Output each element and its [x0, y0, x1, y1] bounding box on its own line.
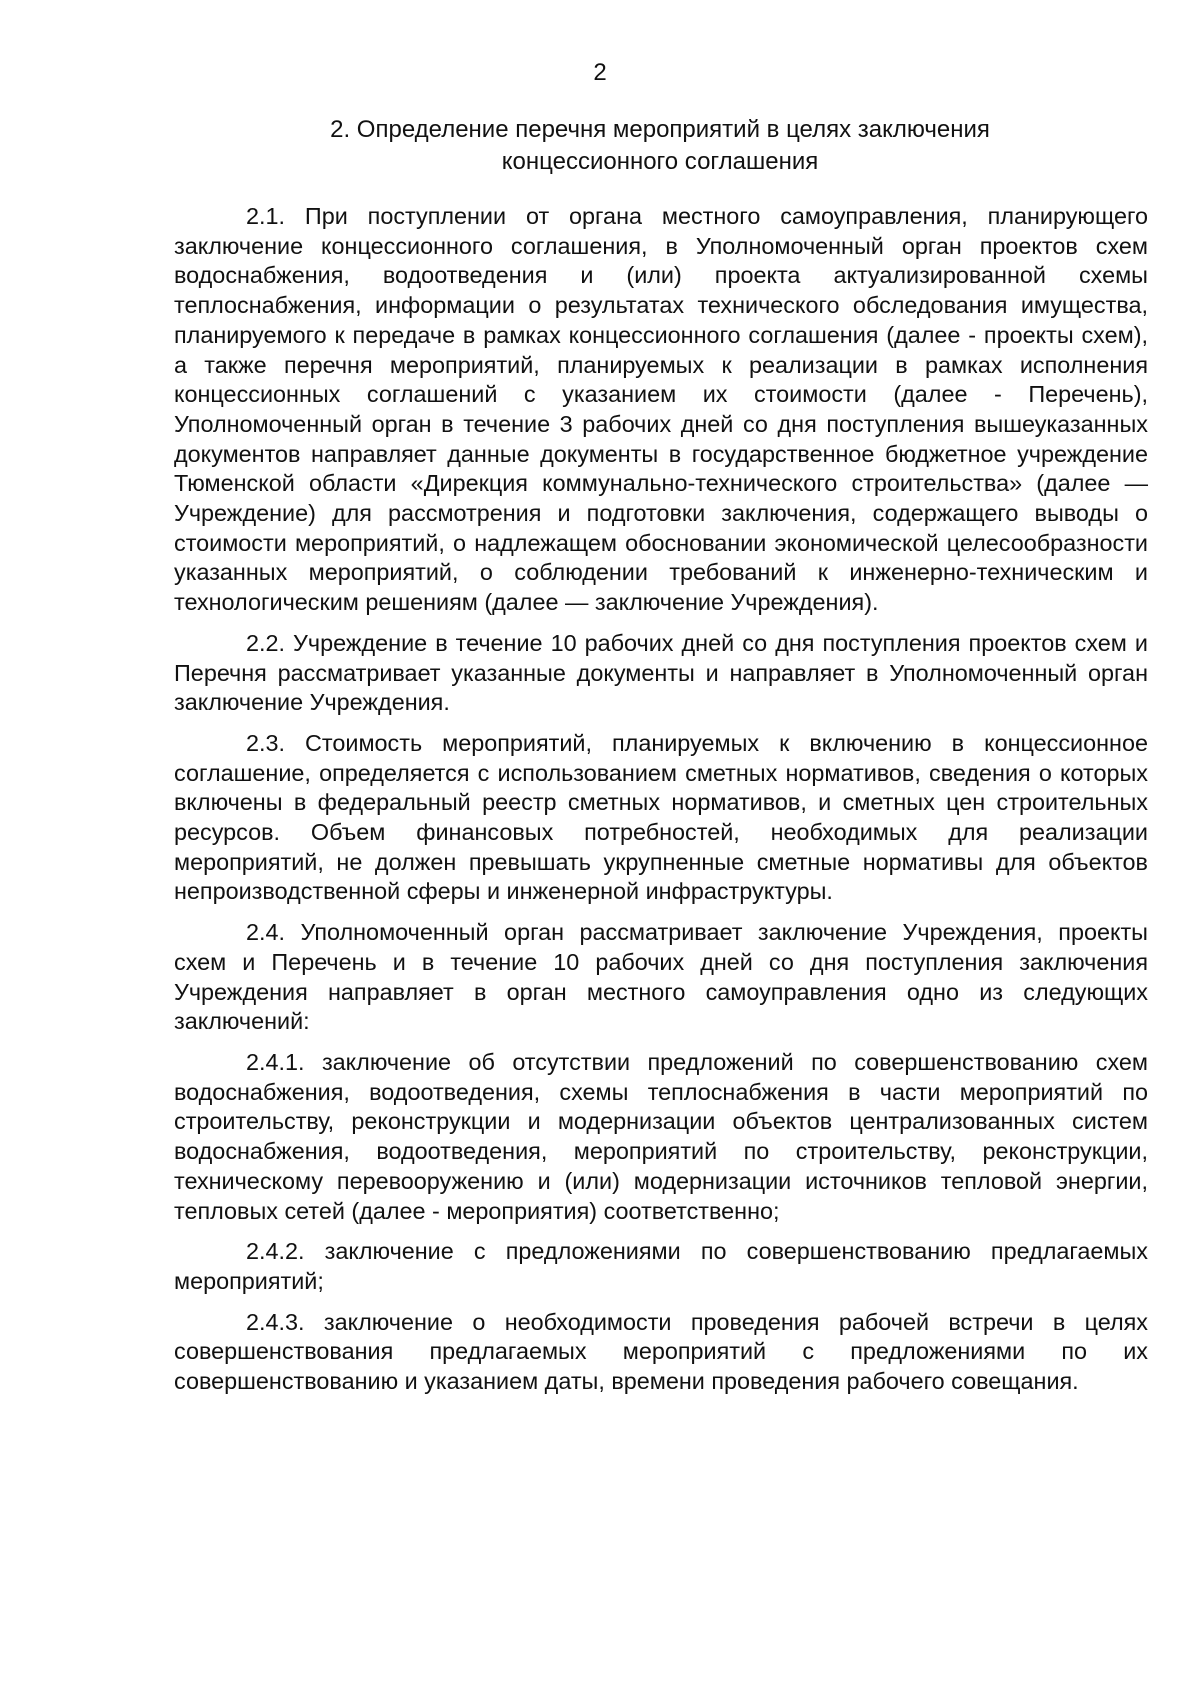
section-heading — [180, 114, 1140, 178]
paragraph-2-4-1: 2.4.1. заключение об отсутствии предложений по совершенствованию схем водоснабжения, водоотведения, схемы теплоснабжения в части мероприятий по строительству, реконструкции и модернизации объектов централизованных систем водоснабжения, водоотведения, мероприятий по строительству, реконструкции, техническому перевооружению и (или) модернизации источников тепловой энергии, тепловых сетей (далее - мероприятия) соответственно; — [174, 1048, 1148, 1224]
paragraph-2-4: 2.4. Уполномоченный орган рассматривает заключение Учреждения, проекты схем и Перечень и в течение 10 рабочих дней со дня поступления заключения Учреждения направляет в орган местного самоуправления одно из следующих заключений: — [174, 919, 1148, 1035]
paragraph-2-2: 2.2. Учреждение в течение 10 рабочих дней со дня поступления проектов схем и Перечня рассматривает указанные документы и направляет в Уполномоченный орган заключение Учреждения. — [174, 629, 1148, 716]
section-heading-line-2: концессионного соглашения — [501, 148, 819, 175]
section-heading-line-1: 2. Определение перечня мероприятий в целях заключения — [330, 116, 990, 143]
paragraph-2-1: 2.1. При поступлении от органа местного самоуправления, планирующего заключение концессионного соглашения, в Уполномоченный орган проектов схем водоснабжения, водоотведения и (или) проекта актуализированной схемы теплоснабжения, информации о результатах технического обследования имущества, планируемого к передаче в рамках концессионного соглашения (далее - проекты схем), а также перечня мероприятий, планируемых к реализации в рамках исполнения концессионных соглашений с указанием их стоимости (далее - Перечень), Уполномоченный орган в течение 3 рабочих дней со дня поступления вышеуказанных документов направляет данные документы в государственное бюджетное учреждение Тюменской области «Дирекция коммунально-технического строительства» (далее — Учреждение) для рассмотрения и подготовки заключения, содержащего выводы о стоимости мероприятий, о надлежащем обосновании экономической целесообразности указанных мероприятий, о соблюдении требований к инженерно-техническим и технологическим решениям (далее — заключение Учреждения). — [174, 203, 1148, 616]
page-number: 2 — [593, 59, 607, 86]
paragraph-2-3: 2.3. Стоимость мероприятий, планируемых к включению в концессионное соглашение, определяется с использованием сметных нормативов, сведения о которых включены в федеральный реестр сметных нормативов, и сметных цен строительных ресурсов. Объем финансовых потребностей, необходимых для реализации мероприятий, не должен превышать укрупненные сметные нормативы для объектов непроизводственной сферы и инженерной инфраструктуры. — [174, 729, 1148, 905]
paragraph-2-4-2: 2.4.2. заключение с предложениями по совершенствованию предлагаемых мероприятий; — [174, 1238, 1148, 1294]
paragraph-2-4-3: 2.4.3. заключение о необходимости проведения рабочей встречи в целях совершенствования предлагаемых мероприятий с предложениями по их совершенствованию и указанием даты, времени проведения рабочего совещания. — [174, 1308, 1148, 1395]
document-body — [174, 202, 1148, 1408]
